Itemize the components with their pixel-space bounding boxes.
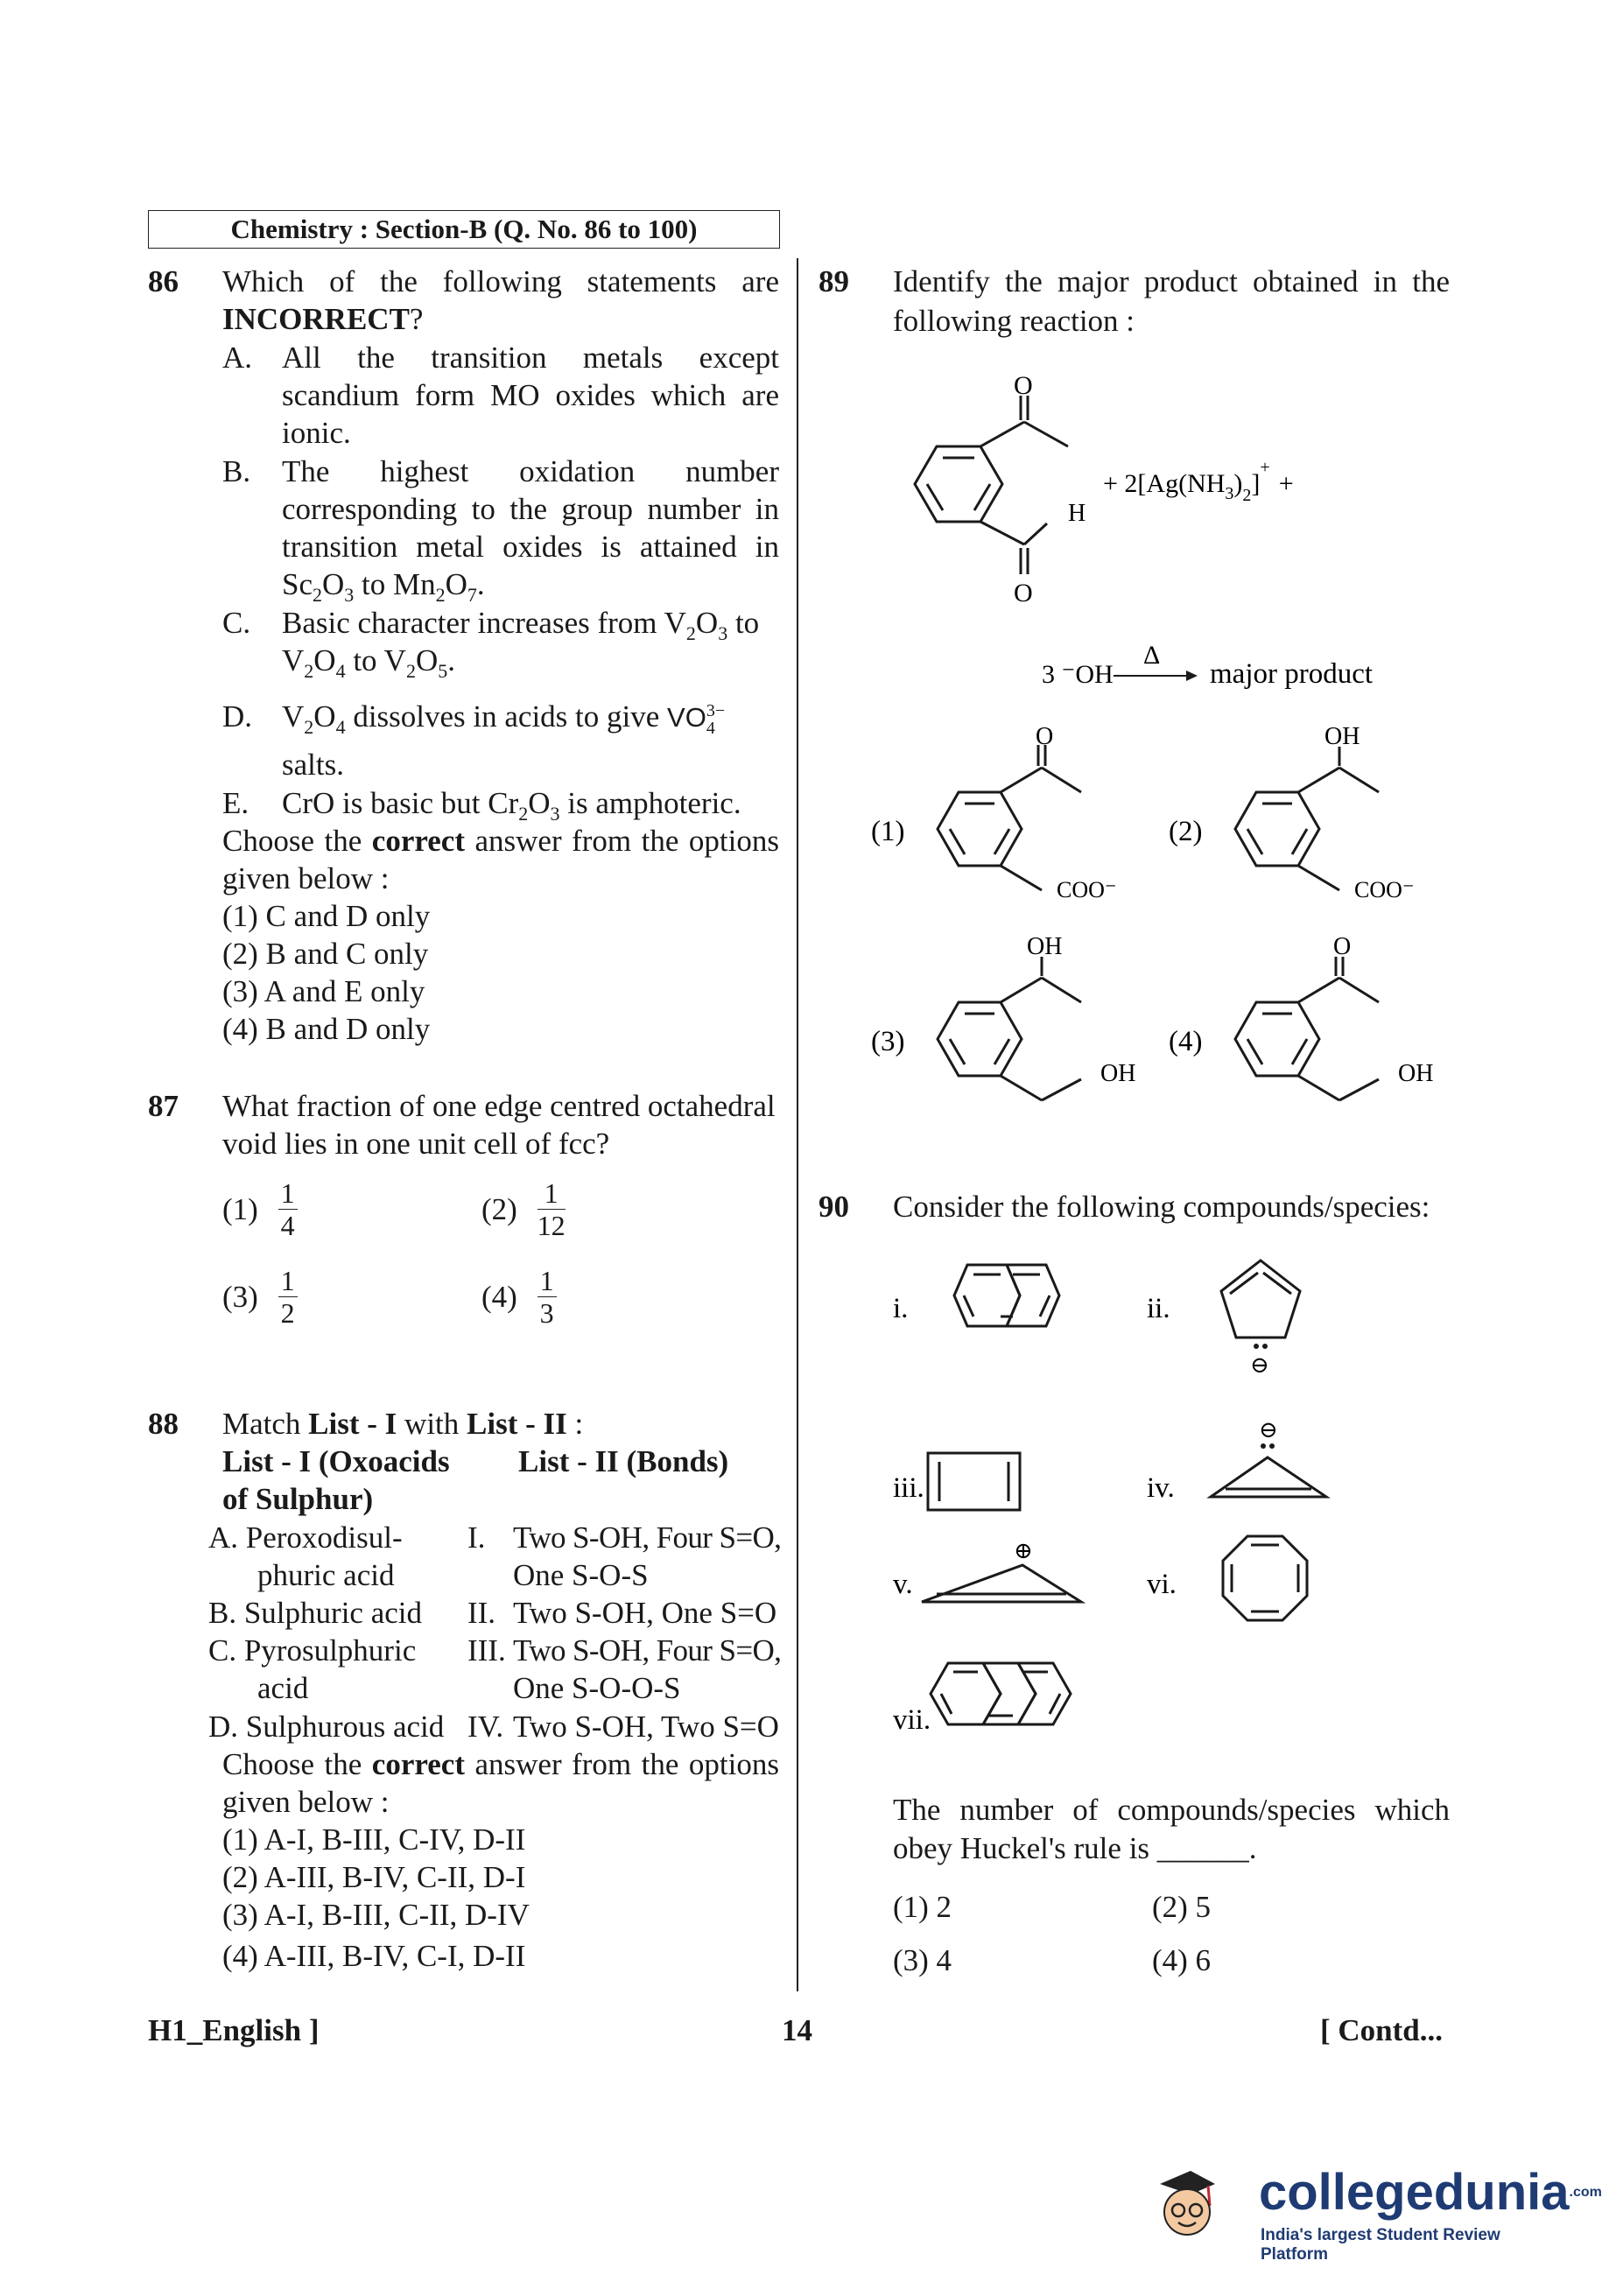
q90-line3: obey Huckel's rule is ______. <box>893 1831 1257 1865</box>
q89-opt2-coo: COO⁻ <box>1354 877 1415 902</box>
q89-line2: following reaction : <box>893 304 1135 338</box>
list2-item-ii: Two S-OH, One S=O <box>513 1596 777 1630</box>
q86-e-l1: CrO is basic but $Cr_2O_3$ is amphoteric. <box>282 786 741 825</box>
q86-option-4[interactable]: (4) B and D only <box>222 1012 431 1046</box>
q89-opt2-oh: OH <box>1324 723 1360 750</box>
major-product-label: major product <box>1210 658 1374 690</box>
q89-reaction-svg <box>884 371 1462 700</box>
cyclopropenyl-cation-structure <box>922 1565 1081 1602</box>
q86-option-3[interactable]: (3) A and E only <box>222 974 425 1008</box>
q90-option-1[interactable]: (1) 2 <box>893 1890 952 1924</box>
q89-option-3-label: (3) <box>871 1026 905 1057</box>
q86-b-l1: The highest oxidation number <box>282 454 779 488</box>
q89-opt1-o: O <box>1036 723 1054 750</box>
column-divider <box>797 258 798 1991</box>
cyclobutadiene-structure <box>928 1453 1020 1510</box>
list1-item-c: C. Pyrosulphuric <box>208 1633 417 1668</box>
q86-a-l2: scandium form MO oxides which are <box>282 378 779 412</box>
q89-opt4-o: O <box>1333 933 1352 960</box>
q86-d-l1: $V_2O_4$ dissolves in acids to give VO 3− 4 <box>282 699 726 738</box>
cyclooctatetraene-structure <box>1223 1536 1307 1620</box>
q86-a-label: A. <box>222 341 253 375</box>
list2-label-i: I. <box>467 1520 486 1555</box>
q90-iv-charge: ⊖ <box>1259 1417 1278 1443</box>
q90-label-vi: vi. <box>1147 1569 1177 1600</box>
reactant-o-bottom: O <box>1014 579 1033 607</box>
q89-number: 89 <box>819 264 849 298</box>
q86-line1: Which of the following statements are <box>222 264 779 298</box>
q89-option-2-structure[interactable] <box>1235 747 1379 890</box>
q90-option-4[interactable]: (4) 6 <box>1152 1943 1212 1977</box>
q88-choose: Choose the correct answer from the options <box>222 1747 779 1781</box>
q87-line2: void lies in one unit cell of fcc? <box>222 1127 610 1161</box>
list1-heading: List - I (Oxoacids <box>222 1444 450 1478</box>
reactant-o-top: O <box>1014 371 1033 400</box>
q90-label-ii: ii. <box>1147 1293 1170 1324</box>
q86-choose: Choose the correct answer from the options <box>222 824 779 858</box>
q86-e-label: E. <box>222 786 249 820</box>
q86-line2: INCORRECT? <box>222 302 424 336</box>
list2-item-i-2: One S-O-S <box>513 1558 649 1592</box>
list2-label-iv: IV. <box>467 1710 504 1744</box>
q89-option-2-label: (2) <box>1169 816 1203 847</box>
cyclopentadienyl-anion-structure <box>1221 1260 1300 1338</box>
q86-given: given below : <box>222 861 390 895</box>
q86-option-1[interactable]: (1) C and D only <box>222 899 431 933</box>
q86-c-label: C. <box>222 606 251 640</box>
q88-given: given below : <box>222 1785 390 1819</box>
list2-item-i: Two S-OH, Four S=O, <box>513 1520 782 1555</box>
q90-line2: The number of compounds/species which <box>893 1793 1450 1827</box>
q89-opt1-coo: COO⁻ <box>1057 877 1117 902</box>
q90-v-charge: ⊕ <box>1014 1538 1033 1563</box>
list1-item-c-2: acid <box>257 1671 309 1705</box>
q90-line1: Consider the following compounds/species: <box>893 1190 1430 1224</box>
q90-label-iv: iv. <box>1147 1472 1175 1504</box>
q90-label-iii: iii. <box>893 1472 924 1504</box>
q90-structures-svg <box>880 1243 1475 1768</box>
list2-item-iv: Two S-OH, Two S=O <box>513 1710 779 1744</box>
list1-item-a-2: phuric acid <box>257 1558 395 1592</box>
q89-line1: Identify the major product obtained in the <box>893 264 1450 298</box>
list1-heading-2: of Sulphur) <box>222 1482 374 1516</box>
reagent-text: + $2[Ag(NH_3)_2]^++$ <box>1103 458 1294 505</box>
q89-option-4-label: (4) <box>1169 1026 1203 1057</box>
q86-a-l3: ionic. <box>282 416 351 450</box>
list1-item-d: D. Sulphurous acid <box>208 1710 445 1744</box>
q86-a-l1: All the transition metals except <box>282 341 779 375</box>
q86-c-l1: Basic character increases from $V_2O_3$ to <box>282 606 760 644</box>
list2-item-iii: Two S-OH, Four S=O, <box>513 1633 782 1668</box>
list1-item-b: B. Sulphuric acid <box>208 1596 422 1630</box>
mascot-icon <box>1156 2166 1217 2245</box>
base-oh: 3 ⁻OH <box>1042 660 1114 689</box>
q88-line1: Match List - I with List - II : <box>222 1407 584 1441</box>
q87-option-3[interactable]: (3) $\frac{1}{2}$ <box>222 1265 298 1329</box>
q86-b-l2: corresponding to the group number in <box>282 492 779 526</box>
q89-options-svg <box>871 723 1466 1107</box>
q86-d-l2: salts. <box>282 748 344 782</box>
list2-label-iii: III. <box>467 1633 506 1668</box>
q87-number: 87 <box>148 1089 179 1123</box>
q90-label-i: i. <box>893 1293 909 1324</box>
q88-number: 88 <box>148 1407 179 1441</box>
q89-opt3-oh-bottom: OH <box>1100 1060 1136 1087</box>
footer-left: H1_English ] <box>148 2013 320 2047</box>
q86-d-label: D. <box>222 699 253 734</box>
q90-ii-charge: ⊖ <box>1250 1352 1269 1378</box>
q89-option-4-structure[interactable] <box>1235 957 1379 1100</box>
reactant-benzene-ring <box>915 396 1068 574</box>
q87-option-1[interactable]: (1) $\frac{1}{4}$ <box>222 1177 298 1241</box>
cyclopropenyl-anion-structure <box>1211 1457 1326 1497</box>
list1-item-a: A. Peroxodisul- <box>208 1520 403 1555</box>
list2-heading: List - II (Bonds) <box>518 1444 729 1478</box>
q88-option-1[interactable]: (1) A-I, B-III, C-IV, D-II <box>222 1822 526 1857</box>
q86-option-2[interactable]: (2) B and C only <box>222 937 429 971</box>
q89-option-3-structure[interactable] <box>938 957 1081 1100</box>
q87-option-2[interactable]: (2) $\frac{1}{12}$ <box>481 1177 566 1241</box>
q87-line1: What fraction of one edge centred octahedral <box>222 1089 776 1123</box>
list2-label-ii: II. <box>467 1596 496 1630</box>
q86-b-l3: transition metal oxides is attained in <box>282 530 779 564</box>
watermark-logo: collegedunia$^{.com}$ <box>1259 2164 1602 2221</box>
q86-c-l2: $V_2O_4$ to $V_2O_5$. <box>282 643 455 682</box>
q89-option-1-label: (1) <box>871 816 905 847</box>
q90-label-v: v. <box>893 1569 913 1600</box>
q90-number: 90 <box>819 1190 849 1224</box>
list2-item-iii-2: One S-O-O-S <box>513 1671 681 1705</box>
naphthalene-structure <box>954 1265 1059 1326</box>
q86-b-l4: $Sc_2O_3$ to $Mn_2O_7$. <box>282 567 485 606</box>
q86-number: 86 <box>148 264 179 298</box>
delta-symbol: Δ <box>1143 641 1161 670</box>
anthracene-structure <box>931 1663 1071 1724</box>
q89-opt4-oh: OH <box>1398 1060 1434 1087</box>
q88-option-3[interactable]: (3) A-I, B-III, C-II, D-IV <box>222 1898 530 1932</box>
q87-option-4[interactable]: (4) $\frac{1}{3}$ <box>481 1265 557 1329</box>
q90-option-3[interactable]: (3) 4 <box>893 1943 952 1977</box>
q90-option-2[interactable]: (2) 5 <box>1152 1890 1212 1924</box>
q88-option-2[interactable]: (2) A-III, B-IV, C-II, D-I <box>222 1860 526 1894</box>
q86-b-label: B. <box>222 454 251 488</box>
watermark-tagline: India's largest Student Review Platform <box>1261 2226 1500 2264</box>
q89-opt3-oh-top: OH <box>1027 933 1063 960</box>
q89-option-1-structure[interactable] <box>938 745 1081 890</box>
reactant-h: H <box>1068 500 1086 527</box>
section-header: Chemistry : Section-B (Q. No. 86 to 100) <box>148 210 780 249</box>
page-number: 14 <box>782 2013 812 2047</box>
footer-right: [ Contd... <box>1320 2013 1444 2047</box>
q88-option-4[interactable]: (4) A-III, B-IV, C-I, D-II <box>222 1939 526 1973</box>
q90-label-vii: vii. <box>893 1704 931 1736</box>
